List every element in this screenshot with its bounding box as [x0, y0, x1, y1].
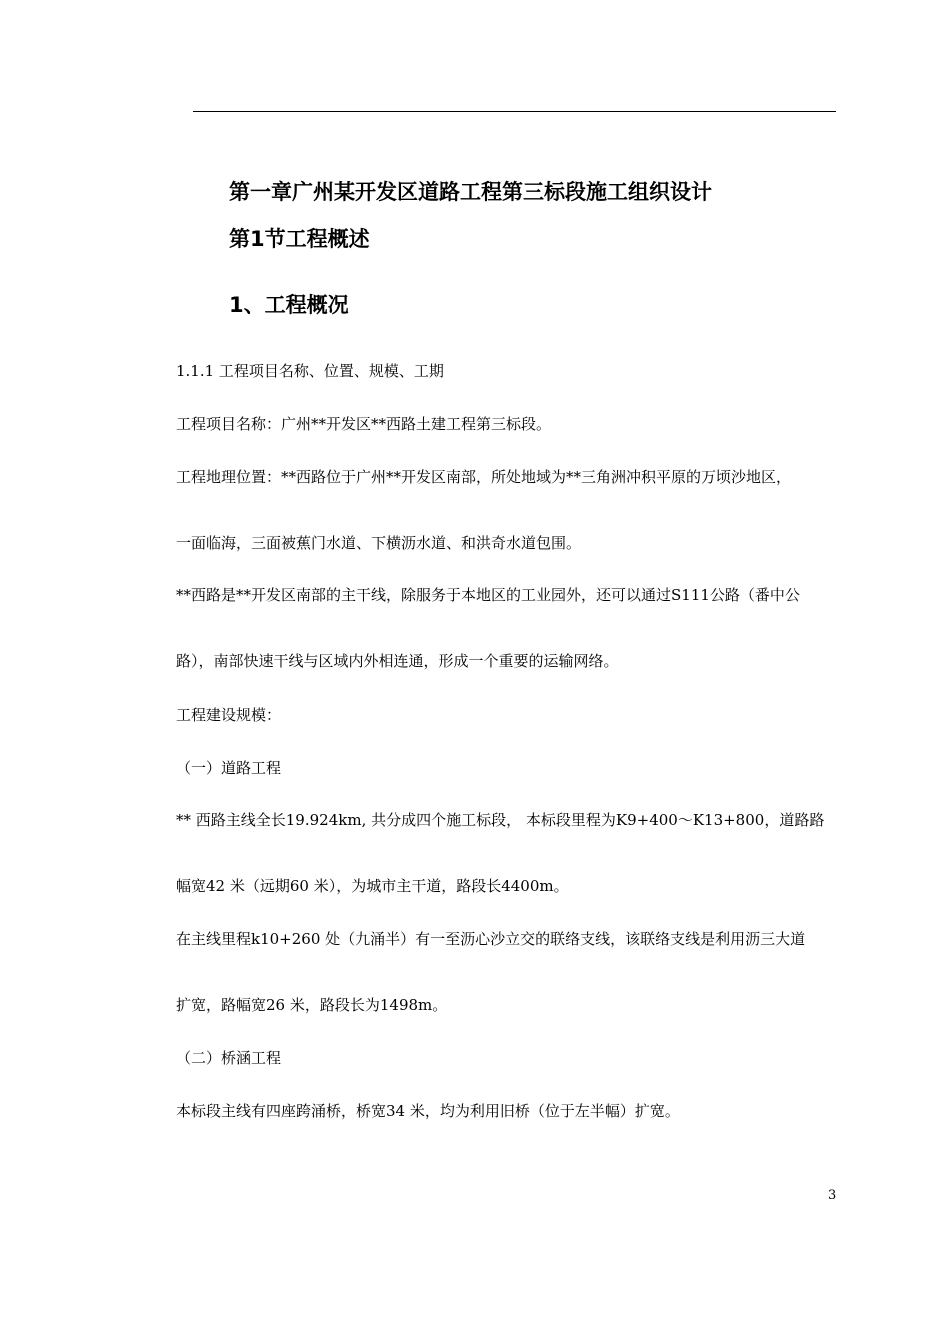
branch-line-2: 扩宽，路幅宽26 米，路段长为1498m。	[176, 996, 448, 1014]
page-number: 3	[828, 1188, 837, 1203]
road-line-2: 幅宽42 米（远期60 米），为城市主干道，路段长4400m。	[176, 877, 569, 895]
road-line-1: ** 西路主线全长19.924km, 共分成四个施工标段， 本标段里程为K9+400～K13+800，道路路	[176, 811, 825, 829]
location-line-2: 一面临海，三面被蕉门水道、下横沥水道、和洪奇水道包围。	[176, 534, 582, 552]
scale-heading: 工程建设规模：	[176, 706, 282, 724]
branch-line-1: 在主线里程k10+260 处（九涌半）有一至沥心沙立交的联络支线，该联络支线是利用沥三大道	[176, 930, 806, 948]
project-name-line: 工程项目名称：广州**开发区**西路土建工程第三标段。	[176, 415, 552, 433]
road-works-heading: （一）道路工程	[176, 759, 282, 777]
route-line-1: **西路是**开发区南部的主干线，除服务于本地区的工业园外，还可以通过S111公路（番中公	[176, 586, 800, 604]
chapter-title: 第一章广州某开发区道路工程第三标段施工组织设计	[229, 180, 712, 204]
clause-heading-1-1-1: 1.1.1 工程项目名称、位置、规模、工期	[176, 362, 444, 380]
bridge-works-heading: （二）桥涵工程	[176, 1049, 282, 1067]
header-rule	[193, 111, 836, 112]
location-line-1: 工程地理位置：**西路位于广州**开发区南部，所处地域为**三角洲冲积平原的万顷沙地区，	[176, 468, 792, 486]
subsection-title: 1、工程概况	[229, 293, 349, 317]
section-title: 第1节工程概述	[229, 227, 370, 251]
bridge-line: 本标段主线有四座跨涌桥，桥宽34 米，均为利用旧桥（位于左半幅）扩宽。	[176, 1102, 680, 1120]
route-line-2: 路），南部快速干线与区域内外相连通，形成一个重要的运输网络。	[176, 652, 619, 670]
